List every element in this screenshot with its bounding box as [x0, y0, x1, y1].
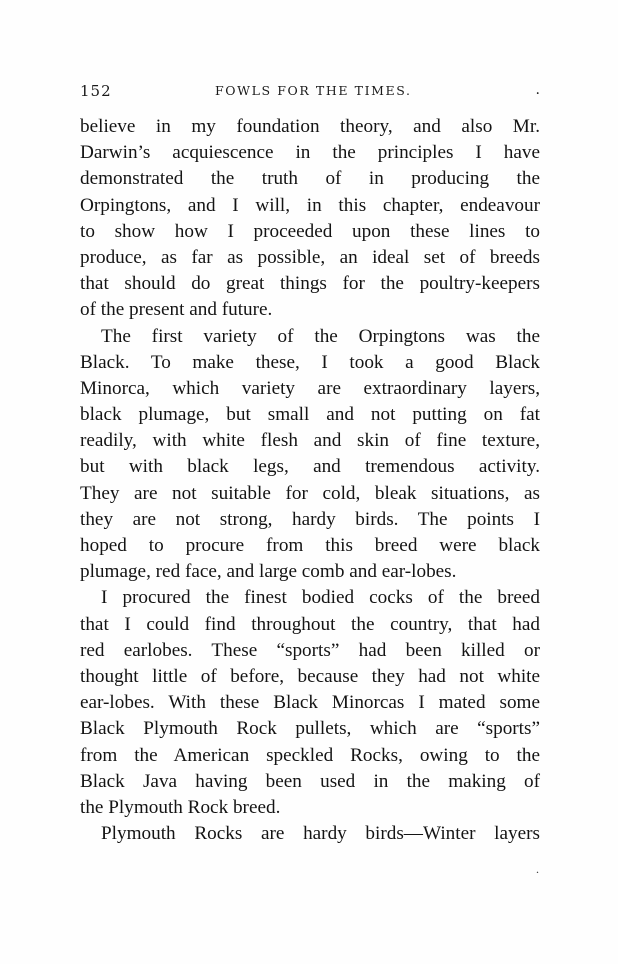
text-line: hoped to procure from this breed were black — [80, 535, 540, 556]
text-line: Black Plymouth Rock pullets, which are “sports” — [80, 718, 540, 740]
text-line: believe in my foundation theory, and also Mr. — [80, 116, 540, 137]
text-line: Minorca, which variety are extraordinary layers, — [80, 377, 540, 399]
stray-mark: . — [536, 862, 539, 876]
text-line: that I could find throughout the country, that had — [80, 613, 540, 635]
text-line: demonstrated the truth of in producing the — [80, 168, 540, 190]
text-line: They are not suitable for cold, bleak situations, as — [80, 482, 540, 504]
text-line: Black Java having been used in the making of — [80, 770, 540, 792]
text-line: Plymouth Rocks are hardy birds—Winter layers — [101, 823, 540, 845]
text-line: plumage, red face, and large comb and ear-lobes. — [80, 561, 457, 583]
text-line: I procured the finest bodied cocks of the breed — [101, 587, 540, 609]
text-line: to show how I proceeded upon these lines to — [80, 220, 540, 242]
text-line: thought little of before, because they had not white — [80, 665, 540, 687]
text-line: produce, as far as possible, an ideal set of breeds — [80, 246, 540, 268]
text-line: readily, with white flesh and skin of fine texture, — [80, 430, 540, 452]
text-line: Darwin’s acquiescence in the principles I have — [80, 142, 540, 164]
text-line: black plumage, but small and not putting on fat — [80, 404, 540, 426]
text-line: The first variety of the Orpingtons was the — [101, 325, 540, 347]
text-line: the Plymouth Rock breed. — [80, 796, 281, 818]
text-line: they are not strong, hardy birds. The points I — [80, 508, 540, 530]
text-line: from the American speckled Rocks, owing to the — [80, 744, 540, 766]
body-text — [80, 114, 540, 847]
text-line: Black. To make these, I took a good Black — [80, 351, 540, 373]
text-line: but with black legs, and tremendous activity. — [80, 456, 540, 478]
running-header — [80, 82, 540, 104]
page-number: 152 — [80, 82, 112, 100]
text-line: ear-lobes. With these Black Minorcas I mated some — [80, 692, 540, 714]
text-line: of the present and future. — [80, 299, 273, 321]
text-line: red earlobes. These “sports” had been killed or — [80, 639, 540, 661]
header-mark: . — [535, 82, 540, 98]
text-line: Orpingtons, and I will, in this chapter, endeavour — [80, 194, 540, 216]
text-line: that should do great things for the poultry-keepers — [80, 273, 540, 295]
running-title: FOWLS FOR THE TIMES. — [215, 83, 412, 98]
